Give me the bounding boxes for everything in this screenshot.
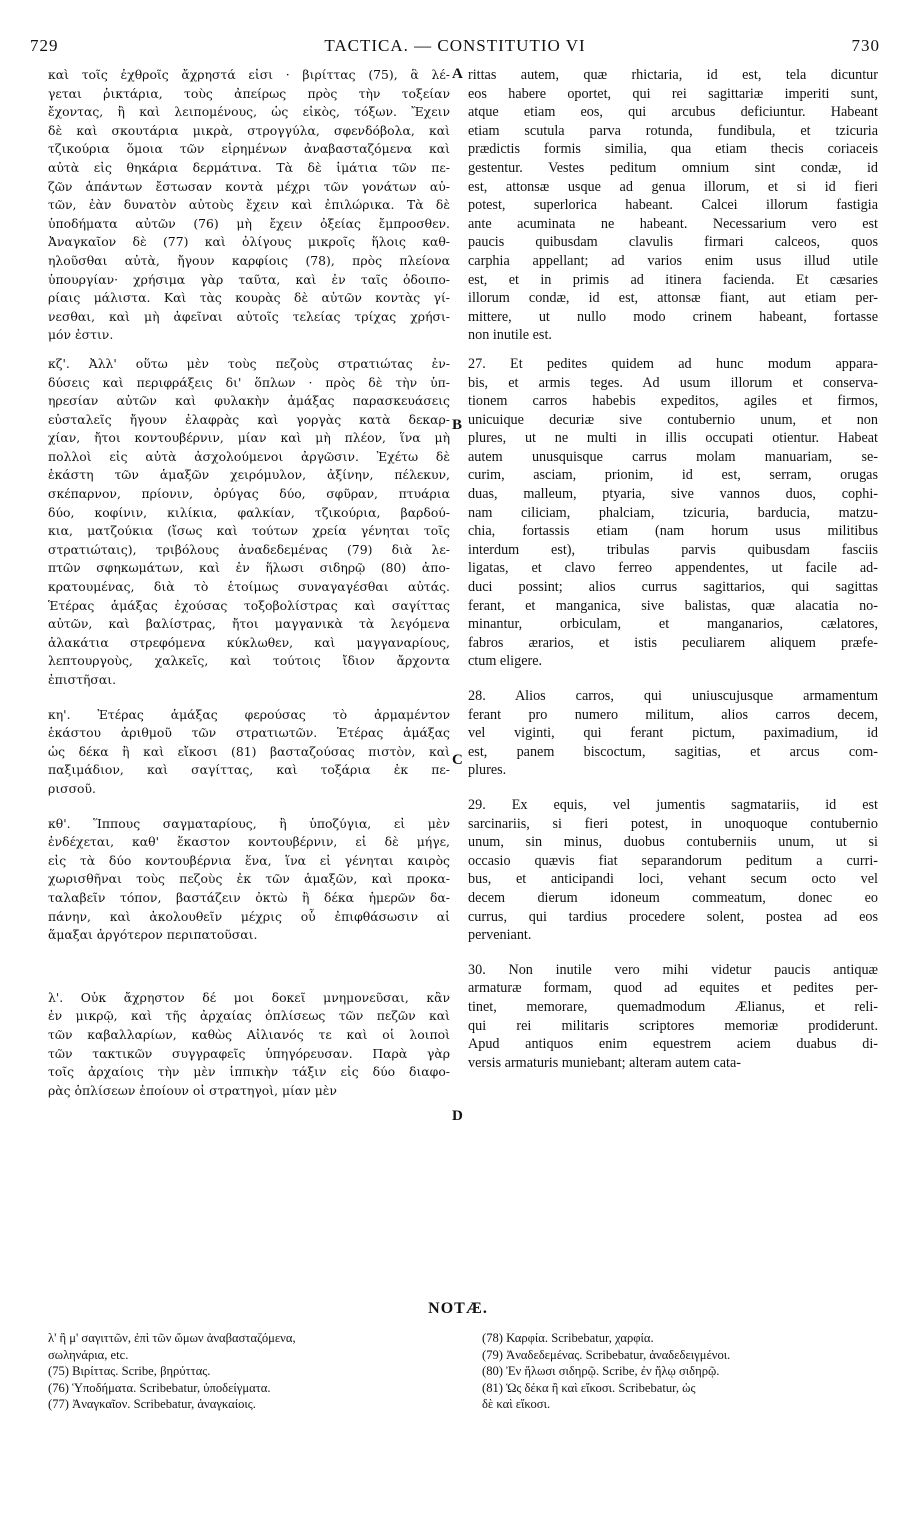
- text-line: καὶ τοῖς ἐχθροῖς ἄχρηστά εἰσι · βιρίττας (75), ἃ λέ-: [48, 67, 450, 82]
- text-line: ὑπουργίαν· χρήσιμα γὰρ ταῦτα, καὶ ἐν ταῖς ὁδοιπο-: [48, 271, 450, 287]
- text-line: ferant pro numero militum, alios carros decem,: [468, 706, 878, 723]
- text-line: bis, et armis teges. Ad usum illorum et conserva-: [468, 374, 878, 391]
- text-line: vel viginti, qui ferant pictum, paximadium, id: [468, 725, 878, 742]
- text-line: χωρισθῆναι τοὺς πεζοὺς ἐκ τῶν ἁμαξῶν, καὶ προκα-: [48, 871, 450, 887]
- margin-marker-a: A: [452, 66, 463, 82]
- text-line: νεσθαι, καὶ μὴ ἀφεῖναι αὐτοῖς τελείας τρίχας χρήσι-: [48, 308, 450, 324]
- text-line: ante acuminata ne habeant. Necessarium vero est: [468, 215, 878, 232]
- text-line: τῶν, ἐὰν δυνατὸν αὐτοὺς ἔχειν καὶ ἐπιλώρικα. Τὰ δὲ: [48, 197, 450, 213]
- text-line: currus, qui tardius procedere solent, postea ad eos: [468, 908, 878, 925]
- greek-paragraph-26: [48, 66, 450, 345]
- text-line: est, panem biscoctum, sagitias, et arcus com-: [468, 743, 878, 760]
- text-line: 29. Ex equis, vel jumentis sagmatariis, id est: [468, 796, 878, 813]
- text-line: gestentur. Vestes peditum omnium sint condæ, id: [468, 159, 878, 176]
- text-line: 30. Non inutile vero mihi videtur paucis antiquæ: [468, 961, 878, 978]
- text-line: δύο, κοφίνιν, κιλίκια, φαλκίαν, τζικούρια, βαρδού-: [48, 504, 450, 520]
- text-line: πολλοὶ εἰς αὐτὰ ἀσχολούμενοι ἀργῶσιν. Ἐχέτω δὲ: [48, 448, 450, 464]
- latin-paragraph-28: [468, 687, 878, 780]
- text-line: ligatas, et clavo ferreo appendentes, ut facile ad-: [468, 560, 878, 577]
- greek-paragraph-30: [48, 989, 450, 1101]
- text-line: ηρεσίαν αὐτῶν καὶ φυλακὴν ἁμάξας παρασκευάσεις: [48, 393, 450, 409]
- note-line: (78) Καρφία. Scribebatur, χαρφία.: [482, 1331, 654, 1345]
- note-line: λ' ἢ μ' σαγιττῶν, ἐπὶ τῶν ὤμων ἀναβασταζόμενα,: [48, 1331, 296, 1345]
- text-line: illorum condæ, id est, attonsæ fiant, aut etiam per-: [468, 290, 878, 307]
- text-line: ἑκάστη τῶν ἁμαξῶν χειρόμυλον, ἀξίνην, πέλεκυν,: [48, 467, 450, 483]
- text-line: Ἑτέρας ἁμάξας ἐχούσας τοξοβολίστρας καὶ σαγίττας: [48, 597, 450, 613]
- note-line: σωληνάρια, etc.: [48, 1347, 129, 1362]
- latin-paragraph-26: [468, 66, 878, 345]
- note-line: (79) Ἀναδεδεμένας. Scribebatur, ἀναδεδειγμένοι.: [482, 1347, 731, 1362]
- text-line: δὲ καὶ σκουτάρια μικρὰ, στρογγύλα, σφενδόβολα, καὶ: [48, 122, 450, 138]
- text-line: τζικούρια ὅμοια τῶν εἰρημένων ἀναβασταζόμενα καὶ: [48, 141, 450, 157]
- text-line: versis armaturis muniebant; alteram autem cata-: [468, 1054, 741, 1071]
- text-line: chia, fortassis etiam (nam horum usus militibus: [468, 523, 878, 540]
- text-line: ταλαβεῖν τόπον, βαστάζειν ὀκτὼ ἢ δέκα ἡμερῶν δα-: [48, 889, 450, 905]
- text-line: atque etiam eos, qui arcubus deficiuntur. Habeant: [468, 104, 878, 121]
- text-line: κια, ματζούκια (ἴσως καὶ τούτων χρεία γένηται τοῖς: [48, 523, 450, 539]
- text-line: ὡς δέκα ἢ καὶ εἴκοσι (81) βασταζούσας πιστὸν, καὶ: [48, 743, 450, 759]
- text-line: ὑποδήματα αὐτῶν (76) μὴ ἔχειν ὀξείας ἔμπροσθεν.: [48, 215, 450, 231]
- greek-paragraph-28: [48, 706, 450, 799]
- text-line: decem dierum idoneum commeatum, donec eo: [468, 889, 878, 906]
- text-line: non inutile est.: [468, 327, 552, 344]
- text-line: eos habere oportet, qui rei sagittariæ imperiti sunt,: [468, 85, 878, 102]
- text-line: rittas autem, quæ rhictaria, id est, tela dicuntur: [468, 67, 878, 83]
- note-line: (77) Ἀναγκαῖον. Scribebatur, ἀναγκαίοις.: [48, 1397, 256, 1411]
- text-line: στρατιώταις), τριβόλους ἀναδεδεμένας (79) διὰ λε-: [48, 541, 450, 557]
- text-line: ρὰς ὁπλίσεων ἐποίουν οἱ στρατηγοὶ, μίαν μὲν: [48, 1082, 337, 1098]
- note-line: (76) Ὑποδήματα. Scribebatur, ὑποδείγματα.: [48, 1380, 271, 1395]
- text-line: occasio quævis fiat separandorum peditum a curri-: [468, 852, 878, 869]
- text-line: unicuique decuriæ sive contubernio unum, et non: [468, 411, 878, 428]
- text-line: nam ciliciam, phalciam, tzicuria, barducia, matzu-: [468, 504, 878, 521]
- text-line: κρατουμένας, διὰ τὸ ἑτοίμως συναγαγέσθαι αὐτάς.: [48, 579, 450, 595]
- text-line: ζῶν ἁπάντων ἔστωσαν κοντὰ μέχρι τῶν γονάτων αὐ-: [48, 178, 450, 194]
- text-line: unum, sin minus, duobus contuberniis unum, ut si: [468, 834, 878, 851]
- text-line: qui rei militaris scriptores memoriæ prodiderunt.: [468, 1017, 878, 1034]
- text-line: εἰς τὰ δύο κοντουβέρνια ἕνα, ἵνα εἰ γένηται καιρὸς: [48, 852, 450, 868]
- text-line: πτῶν σφηκωμάτων, καὶ ἐν ἥλωσι σιδηρῷ (80) ἀπο-: [48, 560, 450, 576]
- page-header: [30, 36, 880, 62]
- text-line: ἀλακάτια στρεφόμενα κύκλωθεν, καὶ μαγγαναρίους,: [48, 634, 450, 650]
- notes-title: NOTÆ.: [428, 1300, 488, 1317]
- text-line: ἔχοντας, ἢ καὶ λειπομένους, ὡς εἰκὸς, τόξων. Ἔχειν: [48, 104, 450, 120]
- margin-marker-d: D: [452, 1108, 463, 1124]
- note-line: (80) Ἐν ἥλωσι σιδηρῷ. Scribe, ἐν ἥλῳ σιδηρῷ.: [482, 1364, 720, 1378]
- text-line: tinet, memorare, quemadmodum Ælianus, et reli-: [468, 998, 878, 1015]
- text-line: etiam scutula parva rotunda, fundibula, et tzicuria: [468, 122, 878, 139]
- greek-column: [48, 66, 450, 1110]
- text-line: κζ'. Ἀλλ' οὕτω μὲν τοὺς πεζοὺς στρατιώτας ἐν-: [48, 355, 450, 371]
- text-line: est, et in primis ad itinera facienda. Et cæsaries: [468, 271, 878, 288]
- text-line: Ἀναγκαῖον δὲ (77) καὶ ὀλίγους μικροῖς ἥλοις καθ-: [48, 234, 450, 250]
- text-line: carphia appellant; ad varios enim usus illud utile: [468, 252, 878, 269]
- text-line: interdum est), tribulas parvis quibusdam fasciis: [468, 541, 878, 558]
- text-line: πάνην, καὶ ἀκολουθεῖν μέχρις οὗ ἐπιφθάσωσιν αἱ: [48, 908, 450, 924]
- text-line: potest, superlorica habeant. Calcei illorum fastigia: [468, 197, 878, 214]
- latin-paragraph-30: [468, 961, 878, 1073]
- text-line: ρίαις μάλιστα. Καὶ τὰς κουρὰς δὲ αὐτῶν κοντὰς γί-: [48, 290, 450, 306]
- text-line: prædictis formis similia, qua etiam thecis coriaceis: [468, 141, 878, 158]
- note-line: (81) Ὡς δέκα ἢ καὶ εἴκοσι. Scribebatur, ὡς: [482, 1380, 696, 1395]
- text-line: autem unusquisque carrus molam manuariam, se-: [468, 448, 878, 465]
- text-line: est, attonsæ usque ad genua illorum, et si id fieri: [468, 178, 878, 195]
- notes-right-column: [482, 1330, 882, 1413]
- text-line: εὐσταλεῖς ἤγουν ἐλαφρὰς καὶ γοργὰς κατὰ δεκαρ-: [48, 411, 450, 427]
- text-line: duci possint; alios currus sagittarios, qui sagittas: [468, 579, 878, 596]
- text-line: Apud antiquos enim equestrem aciem duabus di-: [468, 1036, 878, 1053]
- text-line: ρισσοῦ.: [48, 780, 96, 796]
- text-line: minantur, orbiculam, et manganarios, cælatores,: [468, 616, 878, 633]
- text-line: λεπτουργοὺς, χαλκεῖς, καὶ τούτοις ἴδιον ἄρχοντα: [48, 653, 450, 669]
- latin-paragraph-27: [468, 355, 878, 671]
- running-title: TACTICA. — CONSTITUTIO VI: [324, 36, 586, 55]
- text-line: ἅμαξαι ἀργότερον περιπατοῦσαι.: [48, 927, 258, 943]
- text-line: λ'. Οὐκ ἄχρηστον δέ μοι δοκεῖ μνημονεῦσαι, κἂν: [48, 989, 450, 1005]
- text-line: bus, et anticipandi loci, vehant secum octo vel: [468, 871, 878, 888]
- text-line: κθ'. Ἵππους σαγματαρίους, ἢ ὑποζύγια, εἰ μὲν: [48, 815, 450, 831]
- text-line: κη'. Ἑτέρας ἁμάξας φερούσας τὸ ἁρμαμέντον: [48, 706, 450, 722]
- text-line: ἑκάστου ἀριθμοῦ τῶν στρατιωτῶν. Ἑτέρας ἁμάξας: [48, 725, 450, 741]
- text-line: αὐτὰ εἰς θηκάρια δερμάτινα. Τὰ δὲ ἱμάτια τῶν πε-: [48, 159, 450, 175]
- text-line: χίαν, ἤτοι κοντουβέρνιν, μίαν καὶ μὴ πλέον, ἵνα μὴ: [48, 430, 450, 446]
- text-line: 27. Et pedites quidem ad hunc modum appara-: [468, 355, 878, 372]
- note-line: (75) Βιρίττας. Scribe, βηρύττας.: [48, 1364, 211, 1378]
- text-line: αὐτῶν, καὶ βαλίστρας, ἤτοι μαγγανικὰ τὰ λεγόμενα: [48, 616, 450, 632]
- text-line: σκέπαρνον, πρίονιν, ὀρύγας δύο, σφῦραν, πτυάρια: [48, 486, 450, 502]
- text-line: duas, malleum, ptyaria, sive vannos duos, cophi-: [468, 486, 878, 503]
- greek-paragraph-27: [48, 355, 450, 690]
- text-line: ἐν μικρῷ, καὶ τῆς ἀρχαίας ὁπλίσεως τῶν πεζῶν καὶ: [48, 1008, 450, 1024]
- text-line: ηλοῦσθαι αὐτὰ, ἤγουν καρφίοις (78), πρὸς πλείονα: [48, 252, 450, 268]
- text-line: δύσεις καὶ περιφράξεις δι' ὅπλων · πρὸς δὲ τὴν ὑπ-: [48, 374, 450, 390]
- text-line: fabros ærarios, et istis peculiarem aliquem præfe-: [468, 634, 878, 651]
- latin-paragraph-29: [468, 796, 878, 945]
- greek-paragraph-29: [48, 815, 450, 945]
- text-line: tionem carros habebis expeditos, agiles et firmos,: [468, 393, 878, 410]
- text-line: παξιμάδιον, καὶ σαγίττας, καὶ τοξάρια ἐκ πε-: [48, 762, 450, 778]
- text-line: ferant, et manganica, sive balistas, quæ alacatia no-: [468, 597, 878, 614]
- text-line: 28. Alios carros, qui uniuscujusque armamentum: [468, 688, 878, 704]
- text-line: mittere, ut nullo modo crinem habeant, fortasse: [468, 308, 878, 325]
- text-line: plures.: [468, 762, 507, 779]
- text-line: plures, ut ne multi in illis occupati otientur. Habeat: [468, 430, 878, 447]
- text-line: sarcinariis, si fieri potest, in unoquoque contubernio: [468, 815, 878, 832]
- text-line: τοῖς ἀρχαίοις τὴν μὲν ἱππικὴν τάξιν εἰς δύο διαφο-: [48, 1064, 450, 1080]
- note-line: δὲ καὶ εἴκοσι.: [482, 1397, 551, 1411]
- text-line: paucis quibusdam clavulis firmari calceos, quos: [468, 234, 878, 251]
- text-line: τῶν τακτικῶν συγγραφεῖς ὑπηγόρευσαν. Παρὰ γὰρ: [48, 1045, 450, 1061]
- text-line: curim, asciam, prionim, id est, serram, orugas: [468, 467, 878, 484]
- text-line: γεται ῥικτάρια, τοὺς ἀπείρως πρὸς τὴν τοξείαν: [48, 85, 450, 101]
- text-line: armaturæ formam, quod ad equites et pedites per-: [468, 980, 878, 997]
- text-line: μόν ἐστιν.: [48, 327, 114, 343]
- page-number-left: 729: [30, 36, 59, 55]
- text-line: ἐπιστῆσαι.: [48, 672, 117, 687]
- text-line: perveniant.: [468, 927, 532, 944]
- text-line: ἐνδέχεται, καθ' ἕκαστον κοντουβέρνιν, εἰ δὲ μήγε,: [48, 834, 450, 850]
- margin-marker-c: C: [452, 752, 463, 768]
- margin-marker-b: B: [452, 417, 463, 433]
- text-line: τῶν καβαλλαρίων, καθὼς Αἰλιανός τε καὶ οἱ λοιποὶ: [48, 1026, 450, 1042]
- notes-left-column: [48, 1330, 450, 1413]
- text-line: ctum eligere.: [468, 653, 543, 670]
- page-number-right: 730: [851, 36, 880, 55]
- latin-column: [468, 66, 878, 1082]
